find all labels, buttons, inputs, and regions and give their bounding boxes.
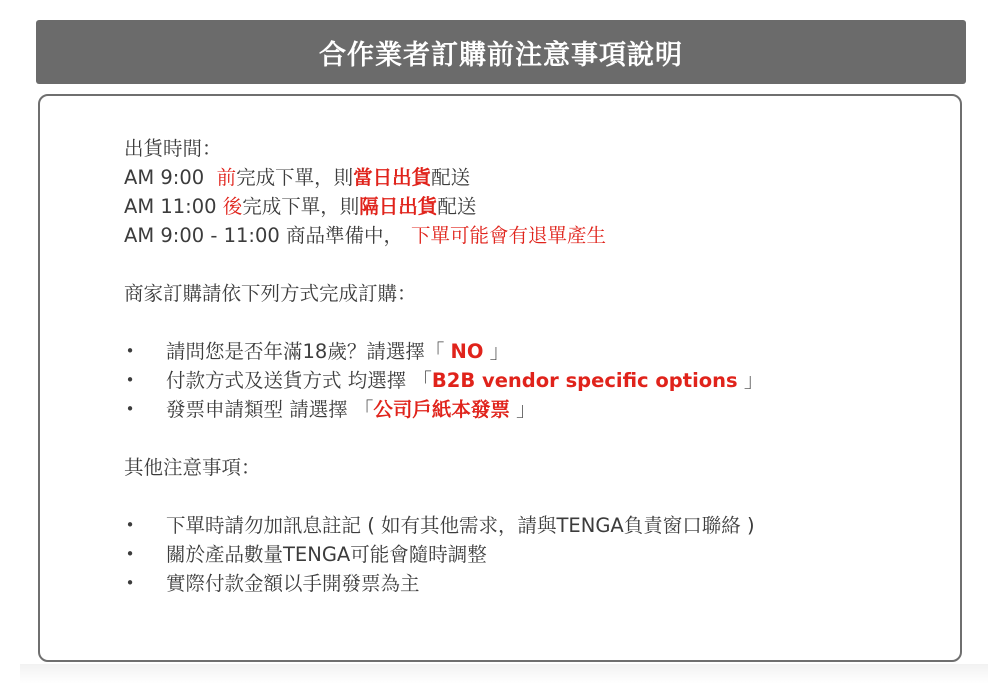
order-steps-list bbox=[124, 337, 944, 424]
item-text: 請問您是否年滿18歲？請選擇「 bbox=[166, 340, 451, 363]
list-item bbox=[124, 569, 944, 598]
bullet-icon: • bbox=[125, 516, 135, 534]
other-notes-list bbox=[124, 511, 944, 598]
shipping-keyword: 後 bbox=[222, 195, 243, 218]
shipping-time: AM 9:00 - 11:00 商品準備中， bbox=[124, 224, 403, 247]
item-text: 實際付款金額以手開發票為主 bbox=[166, 572, 420, 595]
item-text: 關於產品數量TENGA可能會隨時調整 bbox=[166, 543, 487, 566]
shipping-text: 完成下單，則 bbox=[236, 166, 354, 189]
list-item bbox=[124, 540, 944, 569]
shipping-text-end: 配送 bbox=[431, 166, 471, 189]
shipping-line-3 bbox=[124, 221, 944, 250]
shipping-keyword: 前 bbox=[216, 166, 237, 189]
title-banner bbox=[36, 20, 966, 84]
item-text-end: 」 bbox=[483, 340, 510, 363]
shipping-emphasis: 當日出貨 bbox=[353, 166, 432, 189]
order-heading: 商家訂購請依下列方式完成訂購： bbox=[124, 282, 417, 305]
other-heading: 其他注意事項： bbox=[124, 456, 261, 479]
item-text-end: 」 bbox=[737, 369, 764, 392]
notice-content bbox=[124, 134, 944, 598]
item-emphasis: NO bbox=[450, 340, 484, 363]
item-text: 付款方式及送貨方式 均選擇 「 bbox=[166, 369, 432, 392]
card-shadow bbox=[20, 664, 988, 684]
shipping-line-2 bbox=[124, 192, 944, 221]
shipping-time: AM 11:00 bbox=[124, 195, 223, 218]
shipping-heading: 出貨時間： bbox=[124, 137, 222, 160]
bullet-icon: • bbox=[125, 371, 135, 389]
shipping-line-1 bbox=[124, 163, 944, 192]
page-title: 合作業者訂購前注意事項說明 bbox=[319, 39, 683, 71]
shipping-time: AM 9:00 bbox=[124, 166, 217, 189]
bullet-icon: • bbox=[125, 574, 135, 592]
list-item bbox=[124, 366, 944, 395]
bullet-icon: • bbox=[125, 400, 135, 418]
item-text: 發票申請類型 請選擇 「 bbox=[166, 398, 374, 421]
list-item bbox=[124, 395, 944, 424]
shipping-warning: 下單可能會有退單產生 bbox=[410, 224, 606, 247]
shipping-emphasis: 隔日出貨 bbox=[359, 195, 438, 218]
shipping-text-end: 配送 bbox=[437, 195, 477, 218]
item-emphasis: B2B vendor specific options bbox=[431, 369, 738, 392]
bullet-icon: • bbox=[125, 545, 135, 563]
item-text-end: 」 bbox=[509, 398, 536, 421]
item-text: 下單時請勿加訊息註記 ( 如有其他需求，請與TENGA負責窗口聯絡 ) bbox=[166, 514, 755, 537]
list-item bbox=[124, 337, 944, 366]
shipping-text: 完成下單，則 bbox=[242, 195, 360, 218]
item-emphasis: 公司戶紙本發票 bbox=[373, 398, 510, 421]
bullet-icon: • bbox=[125, 342, 135, 360]
list-item bbox=[124, 511, 944, 540]
